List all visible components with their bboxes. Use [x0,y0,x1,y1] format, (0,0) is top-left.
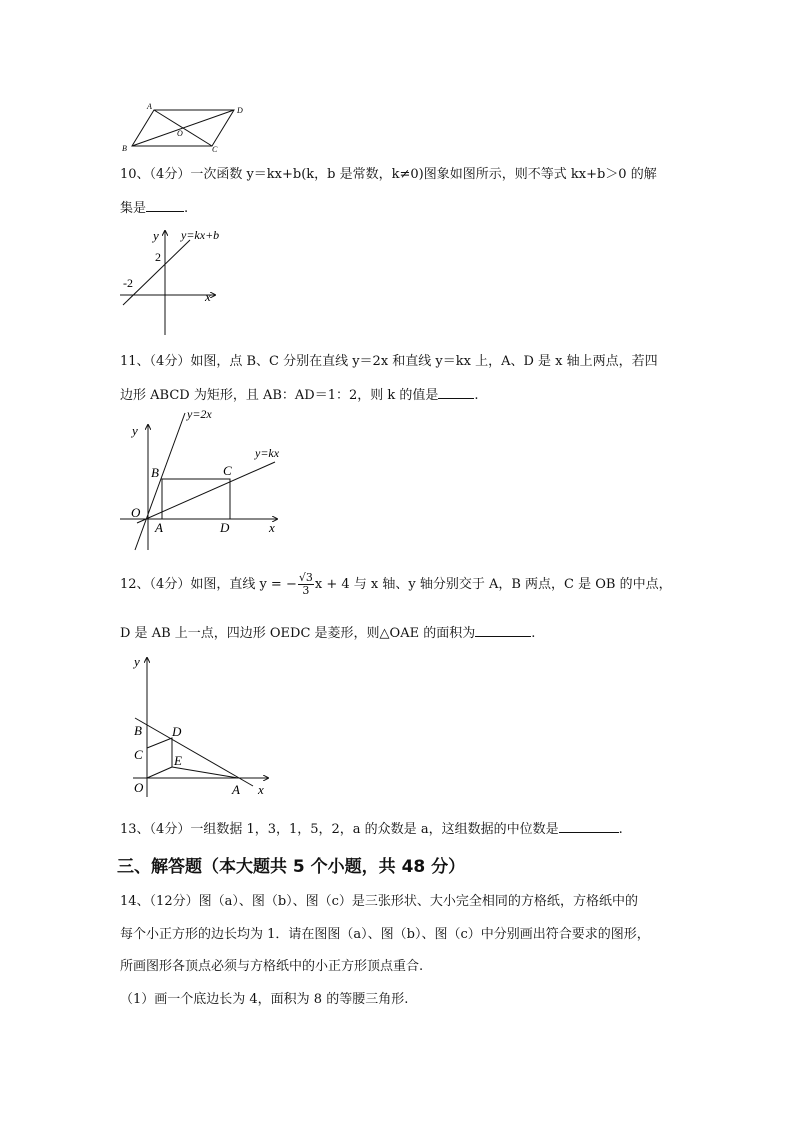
q11-line1: 11、（4分）如图，点 B、C 分别在直线 y＝2x 和直线 y＝kx 上，A、D 是 x 轴上两点，若四 [120,354,658,369]
q12-fraction-den: 3 [302,584,310,597]
q10-line2-prefix: 集是 [120,201,147,216]
q13-prefix: 13、（4分）一组数据 1，3，1，5，2，a 的众数是 a，这组数据的中位数是 [120,822,559,837]
q11-line2-suffix: . [474,388,479,403]
label-A: A [147,102,152,111]
point-D-label: D [220,520,230,535]
point-A-label: A [232,782,240,797]
axis-x-label: x [258,782,264,797]
point-C-label: C [134,747,143,762]
point-E-label: E [174,753,182,768]
line1-label: y=2x [187,407,212,421]
q11-line2-prefix: 边形 ABCD 为矩形，且 AB：AD＝1：2，则 k 的值是 [120,388,439,403]
intercept-x-label: -2 [123,276,133,290]
label-D: D [237,106,243,115]
axis-y-label: y [134,654,140,669]
axis-y-label: y [132,423,138,438]
q10-line2 [120,199,188,218]
point-C-label: C [223,463,232,478]
q14-line2: 每个小正方形的边长均为 1．请在图图（a）、图（b）、图（c）中分别画出符合要求的图形， [120,927,650,942]
q13-line [120,820,623,839]
label-B: B [122,144,127,153]
q12-line1 [120,570,672,600]
section-three-heading: 三、解答题（本大题共 5 个小题，共 48 分） [117,857,466,877]
label-O: O [177,129,183,138]
q14-line4: （1）画一个底边长为 4，面积为 8 的等腰三角形. [120,992,409,1007]
point-B-label: B [134,723,142,738]
q14-line1: 14、（12分）图（a）、图（b）、图（c）是三张形状、大小完全相同的方格纸，方格纸中的 [120,894,638,909]
q12-fraction-num: √3 [298,571,313,584]
q12-answer-blank [475,624,531,637]
q10-figure [115,225,245,340]
point-B-label: B [151,465,159,480]
label-C: C [212,145,218,154]
point-D-label: D [172,724,182,739]
intercept-y-label: 2 [155,250,161,264]
q12-mid: x + 4 与 x 轴、y 轴分别交于 A，B 两点，C 是 OB 的中点， [314,577,672,592]
line2-label: y=kx [255,446,280,460]
axis-x-label: x [205,289,211,304]
q13-suffix: . [618,822,623,837]
q12-line2 [120,624,535,643]
q10-line2-suffix: . [184,201,189,216]
q11-answer-blank [438,386,474,399]
q12-line2-suffix: . [531,626,536,641]
q14-line3: 所画图形各顶点必须与方格纸中的小正方形顶点重合. [120,959,424,974]
q11-figure [115,405,290,555]
q13-answer-blank [559,820,619,833]
point-O-label: O [131,505,141,520]
point-A-label: A [155,520,163,535]
q12-line2-prefix: D 是 AB 上一点，四边形 OEDC 是菱形，则△OAE 的面积为 [120,626,476,641]
q10-answer-blank [146,199,184,212]
q12-prefix: 12、（4分）如图，直线 y = − [120,577,297,592]
q12-figure [128,652,278,802]
axis-x-label: x [269,520,275,535]
axis-y-label: y [153,228,159,243]
parallelogram-figure [118,100,258,154]
point-O-label: O [134,780,144,795]
q11-line2 [120,386,479,405]
q12-fraction [298,572,314,597]
function-label: y=kx+b [181,228,220,242]
q10-line1: 10、（4分）一次函数 y＝kx+b(k，b 是常数，k≠0)图象如图所示，则不等式 kx+b＞0 的解 [120,167,657,182]
